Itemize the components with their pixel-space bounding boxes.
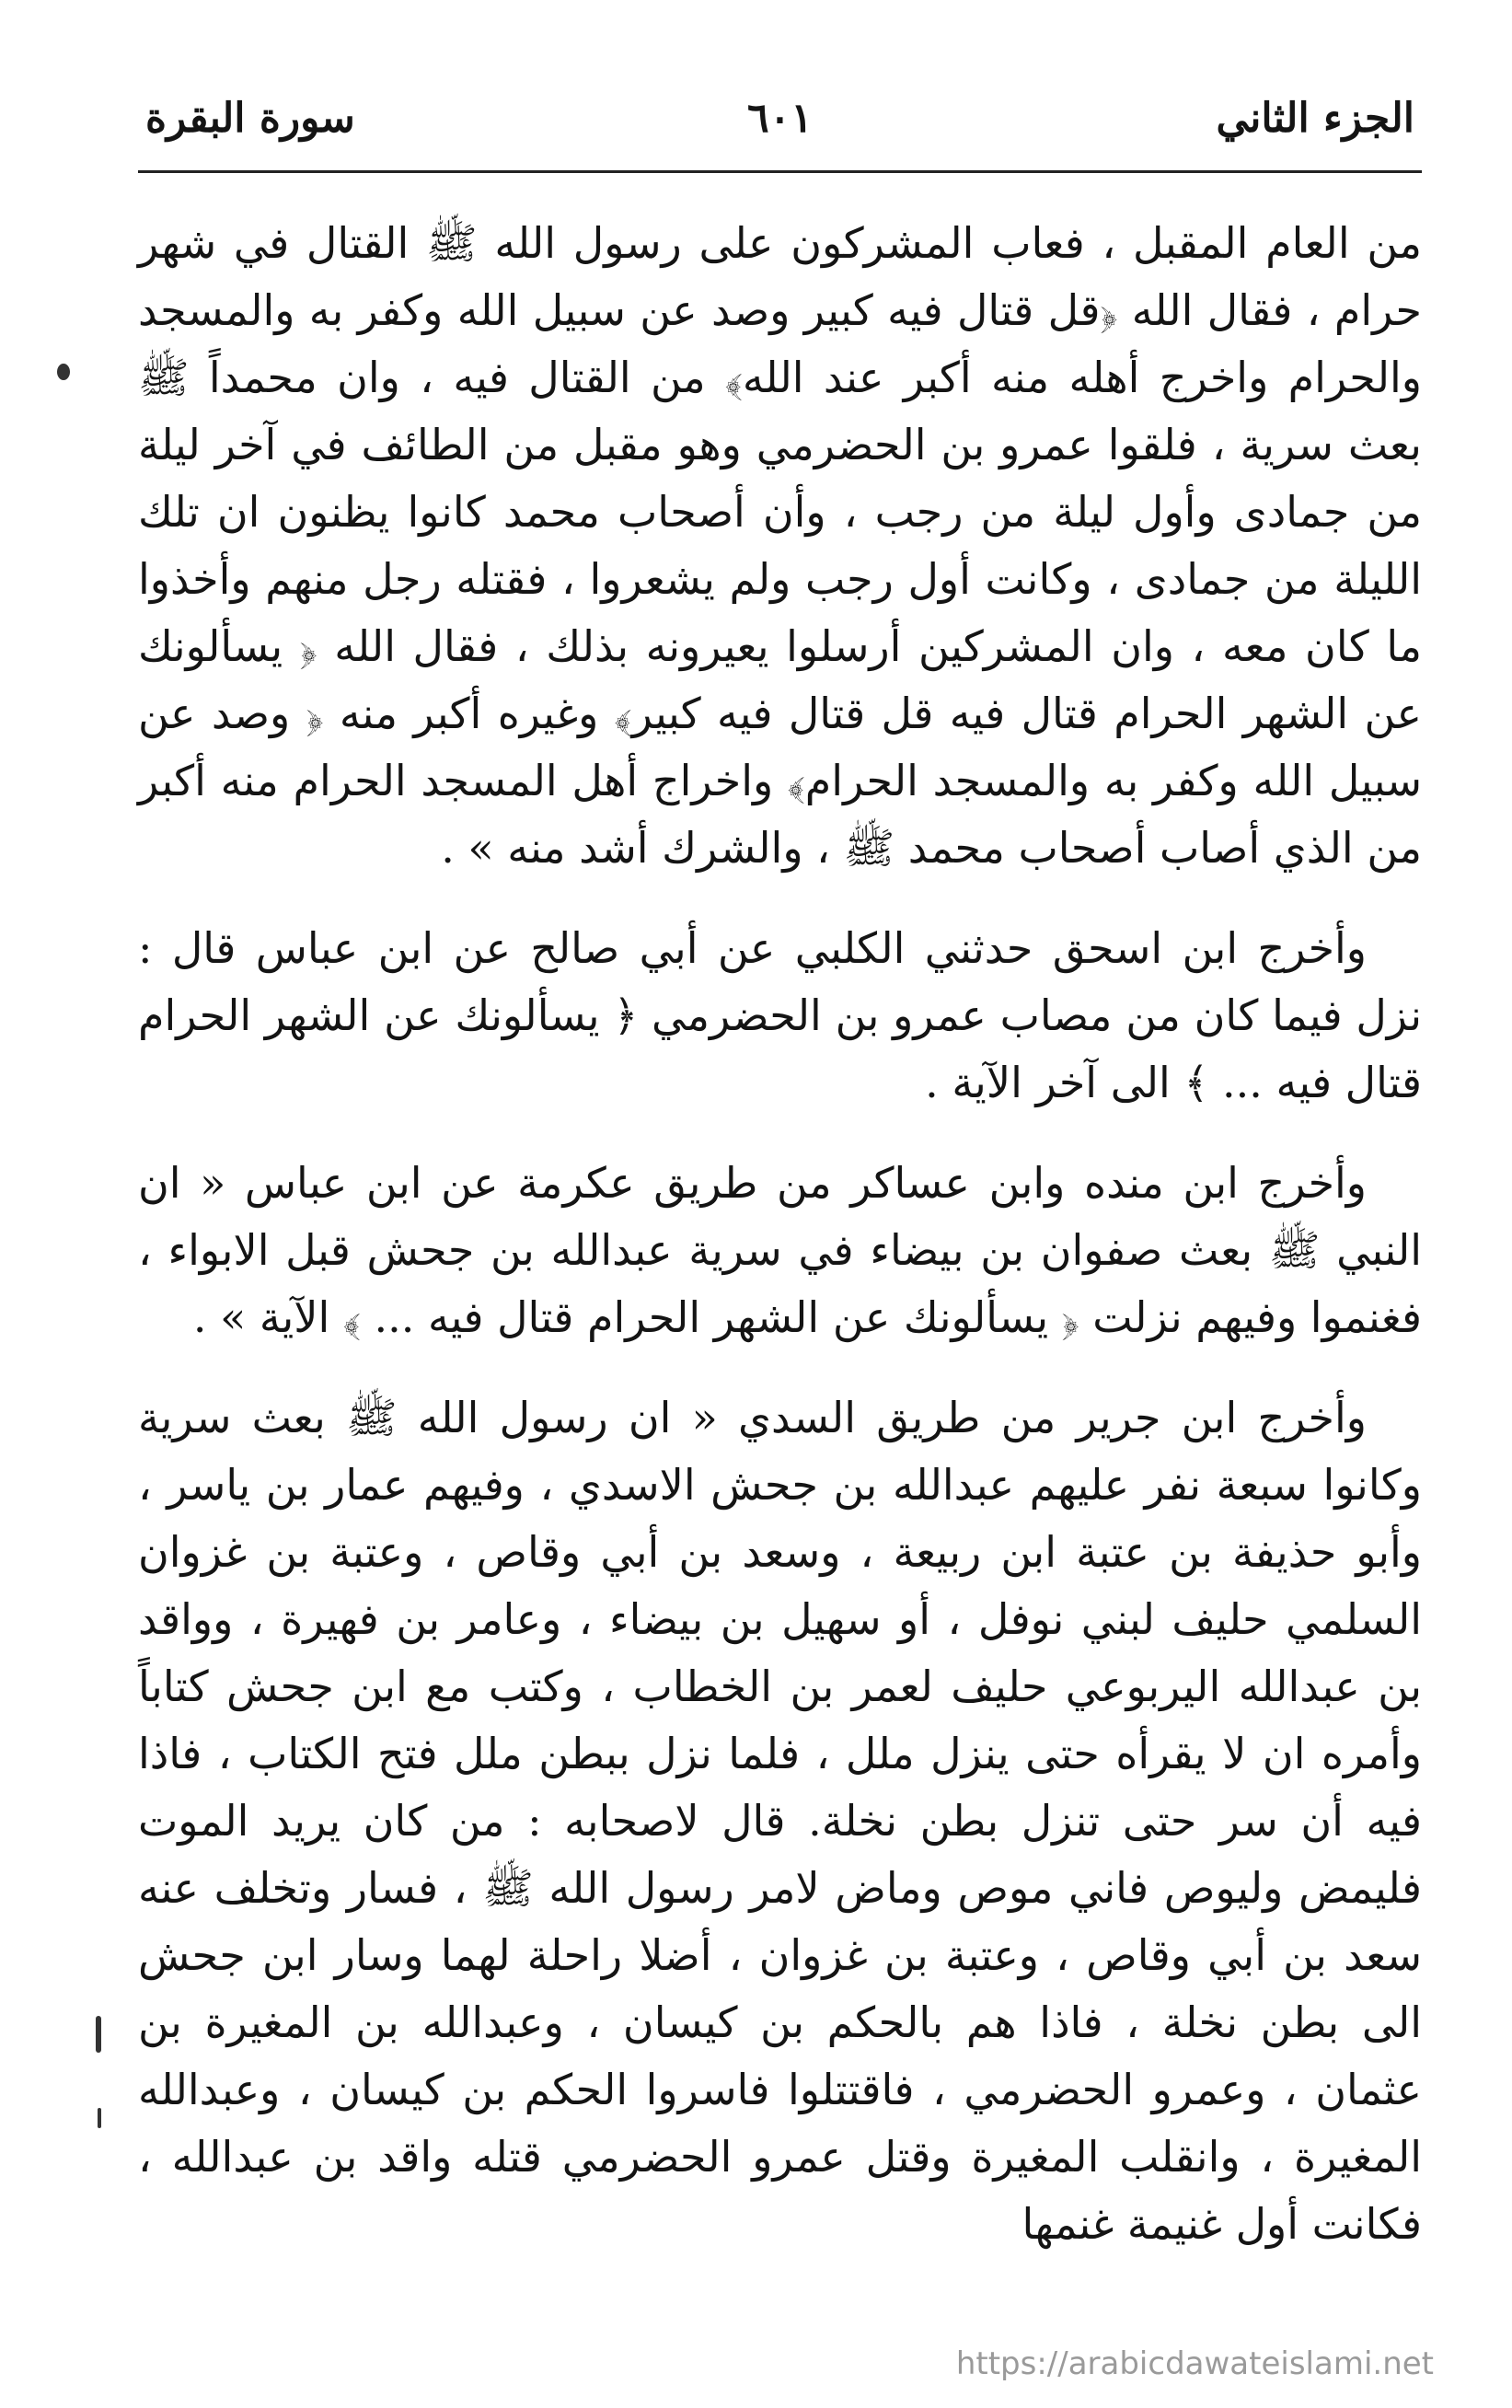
page-number: ٦٠١ — [747, 95, 813, 142]
watermark-url: https://arabicdawateislami.net — [955, 2345, 1434, 2382]
part-title: الجزء الثاني — [1216, 95, 1414, 142]
margin-speck — [98, 2108, 101, 2128]
margin-speck — [57, 364, 70, 380]
paragraph-1: من العام المقبل ، فعاب المشركون على رسول الله ﷺ القتال في شهر حرام ، فقال الله ﴿قل قتال فيه كبير وصد عن سبيل الله وكفر به والمسجد والحرام واخرج أهله منه أكبر عند الله﴾ من القتال فيه ، وان محمداً ﷺ بعث سرية ، فلقوا عمرو بن الحضرمي وهو مقبل من الطائف في آخر ليلة من جمادى وأول ليلة من رجب ، وأن أصحاب محمد كانوا يظنون ان تلك الليلة من جمادى ، وكانت أول رجب ولم يشعروا ، فقتله رجل منهم وأخذوا ما كان معه ، وان المشركين أرسلوا يعيرونه بذلك ، فقال الله ﴿ يسألونك عن الشهر الحرام قتال فيه قل قتال فيه كبير﴾ وغيره أكبر منه ﴿ وصد عن سبيل الله وكفر به والمسجد الحرام﴾ واخراج أهل المسجد الحرام منه أكبر من الذي أصاب أصحاب محمد ﷺ ، والشرك أشد منه » . — [138, 218, 1422, 873]
header-rule — [138, 170, 1422, 173]
page-body — [138, 210, 1422, 2258]
book-page — [138, 87, 1422, 2370]
margin-speck — [96, 2016, 101, 2053]
surah-title: سورة البقرة — [145, 95, 355, 142]
paragraph-2: وأخرج ابن اسحق حدثني الكلبي عن أبي صالح عن ابن عباس قال : نزل فيما كان من مصاب عمرو بن الحضرمي ﴿ يسألونك عن الشهر الحرام قتال فيه ... ﴾ الى آخر الآية . — [138, 923, 1422, 1107]
paragraph-3: وأخرج ابن منده وابن عساكر من طريق عكرمة عن ابن عباس « ان النبي ﷺ بعث صفوان بن بيضاء في سرية عبدالله بن جحش قبل الابواء ، فغنموا وفيهم نزلت ﴿ يسألونك عن الشهر الحرام قتال فيه ... ﴾ الآية » . — [138, 1158, 1422, 1342]
page-header — [138, 87, 1422, 170]
paragraph-4: وأخرج ابن جرير من طريق السدي « ان رسول الله ﷺ بعث سرية وكانوا سبعة نفر عليهم عبدالله بن جحش الاسدي ، وفيهم عمار بن ياسر ، وأبو حذيفة بن عتبة ابن ربيعة ، وسعد بن أبي وقاص ، وعتبة بن غزوان السلمي حليف لبني نوفل ، أو سهيل بن بيضاء ، وعامر بن فهيرة ، وواقد بن عبدالله اليربوعي حليف لعمر بن الخطاب ، وكتب مع ابن جحش كتاباً وأمره ان لا يقرأه حتى ينزل ملل ، فلما نزل ببطن ملل فتح الكتاب ، فاذا فيه أن سر حتى تنزل بطن نخلة. قال لاصحابه : من كان يريد الموت فليمض وليوص فاني موص وماض لامر رسول الله ﷺ ، فسار وتخلف عنه سعد بن أبي وقاص ، وعتبة بن غزوان ، أضلا راحلة لهما وسار ابن جحش الى بطن نخلة ، فاذا هم بالحكم بن كيسان ، وعبدالله بن المغيرة بن عثمان ، وعمرو الحضرمي ، فاقتتلوا فاسروا الحكم بن كيسان ، وعبدالله المغيرة ، وانقلب المغيرة وقتل عمرو الحضرمي قتله واقد بن عبدالله ، فكانت أول غنيمة غنمها — [138, 1393, 1422, 2249]
